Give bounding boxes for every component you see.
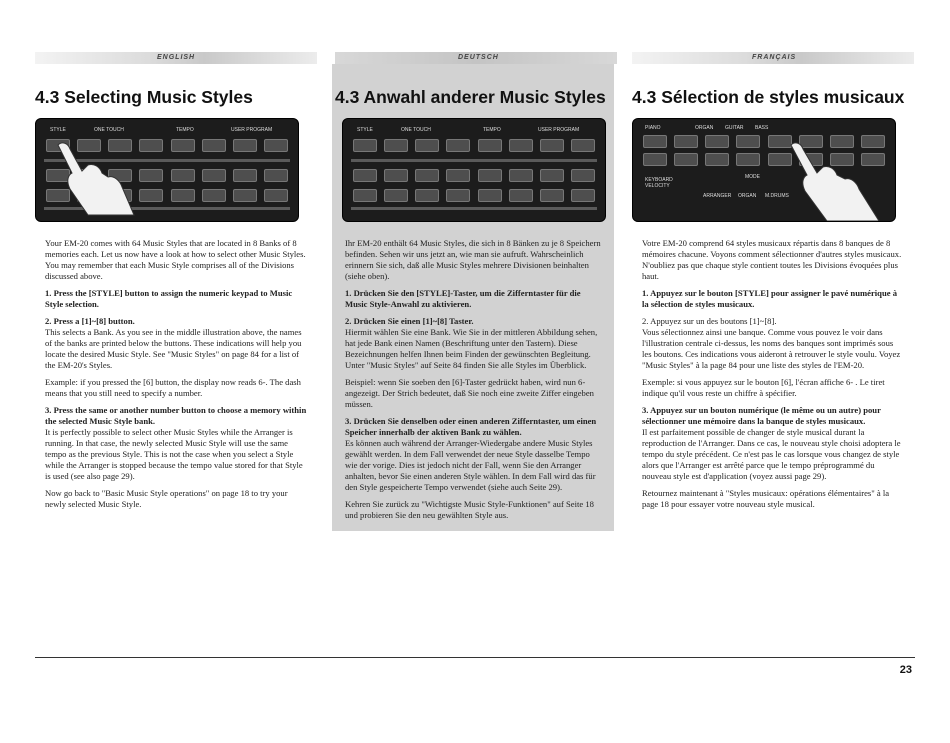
body-text — [332, 238, 614, 521]
language-bar-english — [35, 52, 317, 64]
panel-label: M.DRUMS — [765, 193, 789, 199]
panel-illustration — [342, 118, 606, 222]
footer-rule — [35, 657, 915, 658]
paragraph: Es können auch während der Arranger-Wiedergabe andere Music Styles gewählt werden. In dem Fall verwendet der neue Style dasselbe Tempo wie der vorige. Dies ist jedoch nicht der Fall, wenn Sie den Arranger anhalten, bevor Sie einen anderen Style wählen. In dem Fall wird das für den Style gespeicherte Tempo verwendet (siehe auch Seite 29). — [345, 438, 596, 492]
language-label: ENGLISH — [157, 54, 196, 61]
panel-label: TEMPO — [176, 127, 194, 133]
paragraph: Vous sélectionnez ainsi une banque. Comme vous pouvez le voir dans l'illustration centrale ci-dessus, les noms des banques sont imprimés sous les boutons. Ces indications vous aideront à retrouver le style voulu. Voyez "Music Styles" à la page 84 pour une liste des styles de l'EM-20. — [642, 327, 901, 370]
language-label: DEUTSCH — [458, 54, 499, 61]
panel-label: ONE TOUCH — [94, 127, 124, 133]
language-bar-deutsch — [335, 52, 617, 64]
panel-label: ORGAN — [738, 193, 757, 199]
panel-label: BASS — [755, 125, 769, 131]
panel-label: STYLE — [50, 127, 66, 133]
step-2: 2. Appuyez sur un des boutons [1]~[8]. — [642, 316, 777, 326]
panel-label: MODE — [745, 174, 760, 180]
example-paragraph: Exemple: si vous appuyez sur le bouton [6], l'écran affiche 6- . Le tiret indique qu'il vous reste un chiffre à spécifier. — [642, 377, 885, 398]
panel-label: ONE TOUCH — [401, 127, 431, 133]
step-2: 2. Drücken Sie einen [1]~[8] Taster. — [345, 316, 474, 326]
step-3: 3. Drücken Sie denselben oder einen anderen Zifferntaster, um einen Speicher innerhalb der aktiven Bank zu wählen. — [345, 416, 597, 437]
panel-label: PIANO — [645, 125, 661, 131]
pointing-hand-icon — [48, 137, 138, 217]
paragraph: It is perfectly possible to select other Music Styles while the Arranger is running. In that case, the newly selected Music Style will use the same tempo as the previous Style. This is not the case when you select a Style while the Arranger is stopped because the tempo value stored for that Style is used (see also page 29). — [45, 427, 303, 481]
intro-paragraph: Ihr EM-20 enthält 64 Music Styles, die sich in 8 Bänken zu je 8 Speichern befinden. Sehen wir uns jetzt an, wie man sie aufruft. Wahrscheinlich erinnern Sie sich, daß alle Music Styles mehrere Divisionen beinhalten (siehe oben). — [345, 238, 601, 281]
paragraph: Il est parfaitement possible de changer de style musical durant la reproduction de l'Arranger. Dans ce cas, le nouveau style choisi adoptera le tempo du style précédent. Ce n'est pas le cas lorsque vous changez de style alors que l'Arranger est arrêté parce que le tempo préprogrammé du nouveau style est d'application (voyez aussi page 29). — [642, 427, 901, 481]
step-1: 1. Appuyez sur le bouton [STYLE] pour assigner le pavé numérique à la sélection de styles musicaux. — [642, 288, 897, 309]
example-paragraph: Example: if you pressed the [6] button, the display now reads 6-. The dash means that you still need to specify a number. — [45, 377, 301, 398]
panel-label: USER PROGRAM — [231, 127, 273, 133]
step-1: 1. Press the [STYLE] button to assign the numeric keypad to Music Style selection. — [45, 288, 293, 309]
panel-label: STYLE — [357, 127, 373, 133]
panel-label: TEMPO — [483, 127, 501, 133]
shaded-box — [332, 64, 614, 531]
closing-paragraph: Now go back to "Basic Music Style operations" on page 18 to try your newly selected Music Style. — [45, 488, 288, 509]
intro-paragraph: Your EM-20 comes with 64 Music Styles that are located in 8 Banks of 8 memories each. Let us now have a look at how to select other Music Styles. You may remember that each Music Style comprises all of the Divisions discussed above. — [45, 238, 306, 281]
paragraph: This selects a Bank. As you see in the middle illustration above, the names of the banks are printed below the buttons. These indications will help you locate the desired Music Style. See "Music Styles" on page 84 for a list of the EM-20's Styles. — [45, 327, 302, 370]
panel-illustration — [35, 118, 299, 222]
section-title: 4.3 Anwahl anderer Music Styles — [335, 87, 606, 107]
language-label: FRANÇAIS — [752, 54, 797, 61]
page-number: 23 — [899, 664, 912, 676]
body-text — [35, 238, 317, 510]
closing-paragraph: Kehren Sie zurück zu "Wichtigste Music Style-Funktionen" auf Seite 18 und probieren Sie den neu gewählten Style aus. — [345, 499, 594, 520]
step-3: 3. Appuyez sur un bouton numérique (le même ou un autre) pour sélectionner une mémoire dans la banque de styles musicaux. — [642, 405, 881, 426]
panel-label: ARRANGER — [703, 193, 732, 199]
panel-label: GUITAR — [725, 125, 744, 131]
example-paragraph: Beispiel: wenn Sie soeben den [6]-Taster gedrückt haben, wird nun 6- angezeigt. Der Strich bedeutet, daß Sie noch eine zweite Ziffer eingeben müssen. — [345, 377, 594, 409]
deutsch-column — [335, 52, 617, 531]
panel-label: ORGAN — [695, 125, 714, 131]
section-title: 4.3 Sélection de styles musicaux — [632, 87, 905, 107]
intro-paragraph: Votre EM-20 comprend 64 styles musicaux répartis dans 8 banques de 8 mémoires chacune. Voyons comment sélectionner d'autres styles musicaux. N'oubliez pas que chaque style contient toutes les Divisions évoquées plus haut. — [642, 238, 902, 281]
english-column — [35, 52, 317, 516]
francais-column — [632, 52, 914, 516]
pointing-hand-icon — [783, 139, 883, 221]
body-text — [632, 238, 914, 510]
step-3: 3. Press the same or another number button to choose a memory within the selected Music Style bank. — [45, 405, 307, 426]
paragraph: Hiermit wählen Sie eine Bank. Wie Sie in der mittleren Abbildung sehen, hat jede Bank einen Namen (Beschriftung unter den Tastern). Diese Bezeichnungen helfen Ihnen beim Finden der gewünschten Begleitung. Unter "Music Styles" auf Seite 84 finden Sie alle Styles im Überblick. — [345, 327, 598, 370]
language-bar-francais — [632, 52, 914, 64]
panel-illustration — [632, 118, 896, 222]
panel-label: USER PROGRAM — [538, 127, 580, 133]
step-2: 2. Press a [1]~[8] button. — [45, 316, 135, 326]
section-title: 4.3 Selecting Music Styles — [35, 87, 253, 107]
closing-paragraph: Retournez maintenant à "Styles musicaux: opérations élémentaires" à la page 18 pour essayer votre nouveau style musical. — [642, 488, 890, 509]
step-1: 1. Drücken Sie den [STYLE]-Taster, um die Zifferntaster für die Music Style-Anwahl zu aktivieren. — [345, 288, 581, 309]
panel-label: KEYBOARD VELOCITY — [645, 177, 673, 189]
